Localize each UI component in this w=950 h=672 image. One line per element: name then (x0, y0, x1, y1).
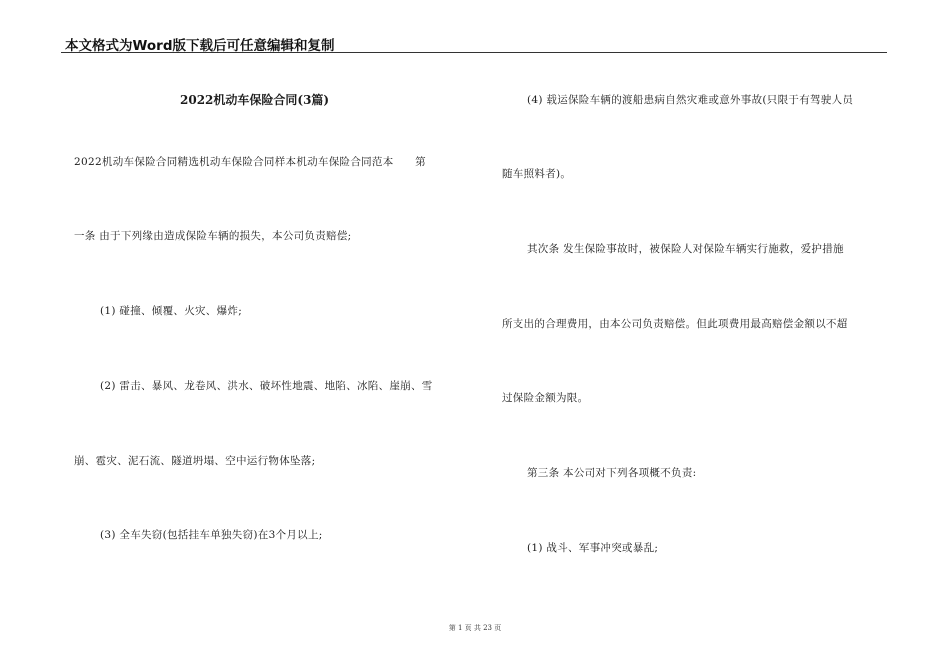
page-header (65, 34, 885, 54)
right-paragraph-line: 过保险金额为限。 (502, 392, 589, 404)
right-paragraph-line: 所支出的合理费用，由本公司负责赔偿。但此项费用最高赔偿金额以不超 (502, 318, 848, 330)
right-paragraph-line: 随车照料者)。 (502, 168, 572, 180)
left-paragraph-line: (2) 雷击、暴风、龙卷风、洪水、破坏性地震、地陷、冰陷、崖崩、雪 (100, 380, 433, 392)
left-paragraph-line: (1) 碰撞、倾覆、火灾、爆炸; (100, 305, 243, 317)
left-paragraph-line: 一条 由于下列缘由造成保险车辆的损失，本公司负责赔偿; (74, 230, 352, 242)
header-notice: 本文格式为Word版下载后可任意编辑和复制 (65, 38, 335, 54)
right-paragraph-line: (1) 战斗、军事冲突或暴乱; (527, 542, 659, 554)
left-paragraph-line: 崩、雹灾、泥石流、隧道坍塌、空中运行物体坠落; (74, 455, 316, 467)
right-paragraph-line: (4) 载运保险车辆的渡船患病自然灾难或意外事故(只限于有驾驶人员 (527, 94, 854, 106)
page-number: 第 1 页 共 23 页 (448, 624, 502, 632)
left-paragraph-line: (3) 全车失窃(包括挂车单独失窃)在3个月以上; (100, 529, 323, 541)
document-title: 2022机动车保险合同(3篇) (180, 93, 330, 107)
right-paragraph-line: 其次条 发生保险事故时，被保险人对保险车辆实行施救，爱护措施 (527, 243, 844, 255)
left-paragraph-line: 2022机动车保险合同精选机动车保险合同样本机动车保险合同范本 第 (74, 156, 426, 168)
header-divider (61, 52, 887, 53)
right-paragraph-line: 第三条 本公司对下列各项概不负责: (527, 467, 697, 479)
